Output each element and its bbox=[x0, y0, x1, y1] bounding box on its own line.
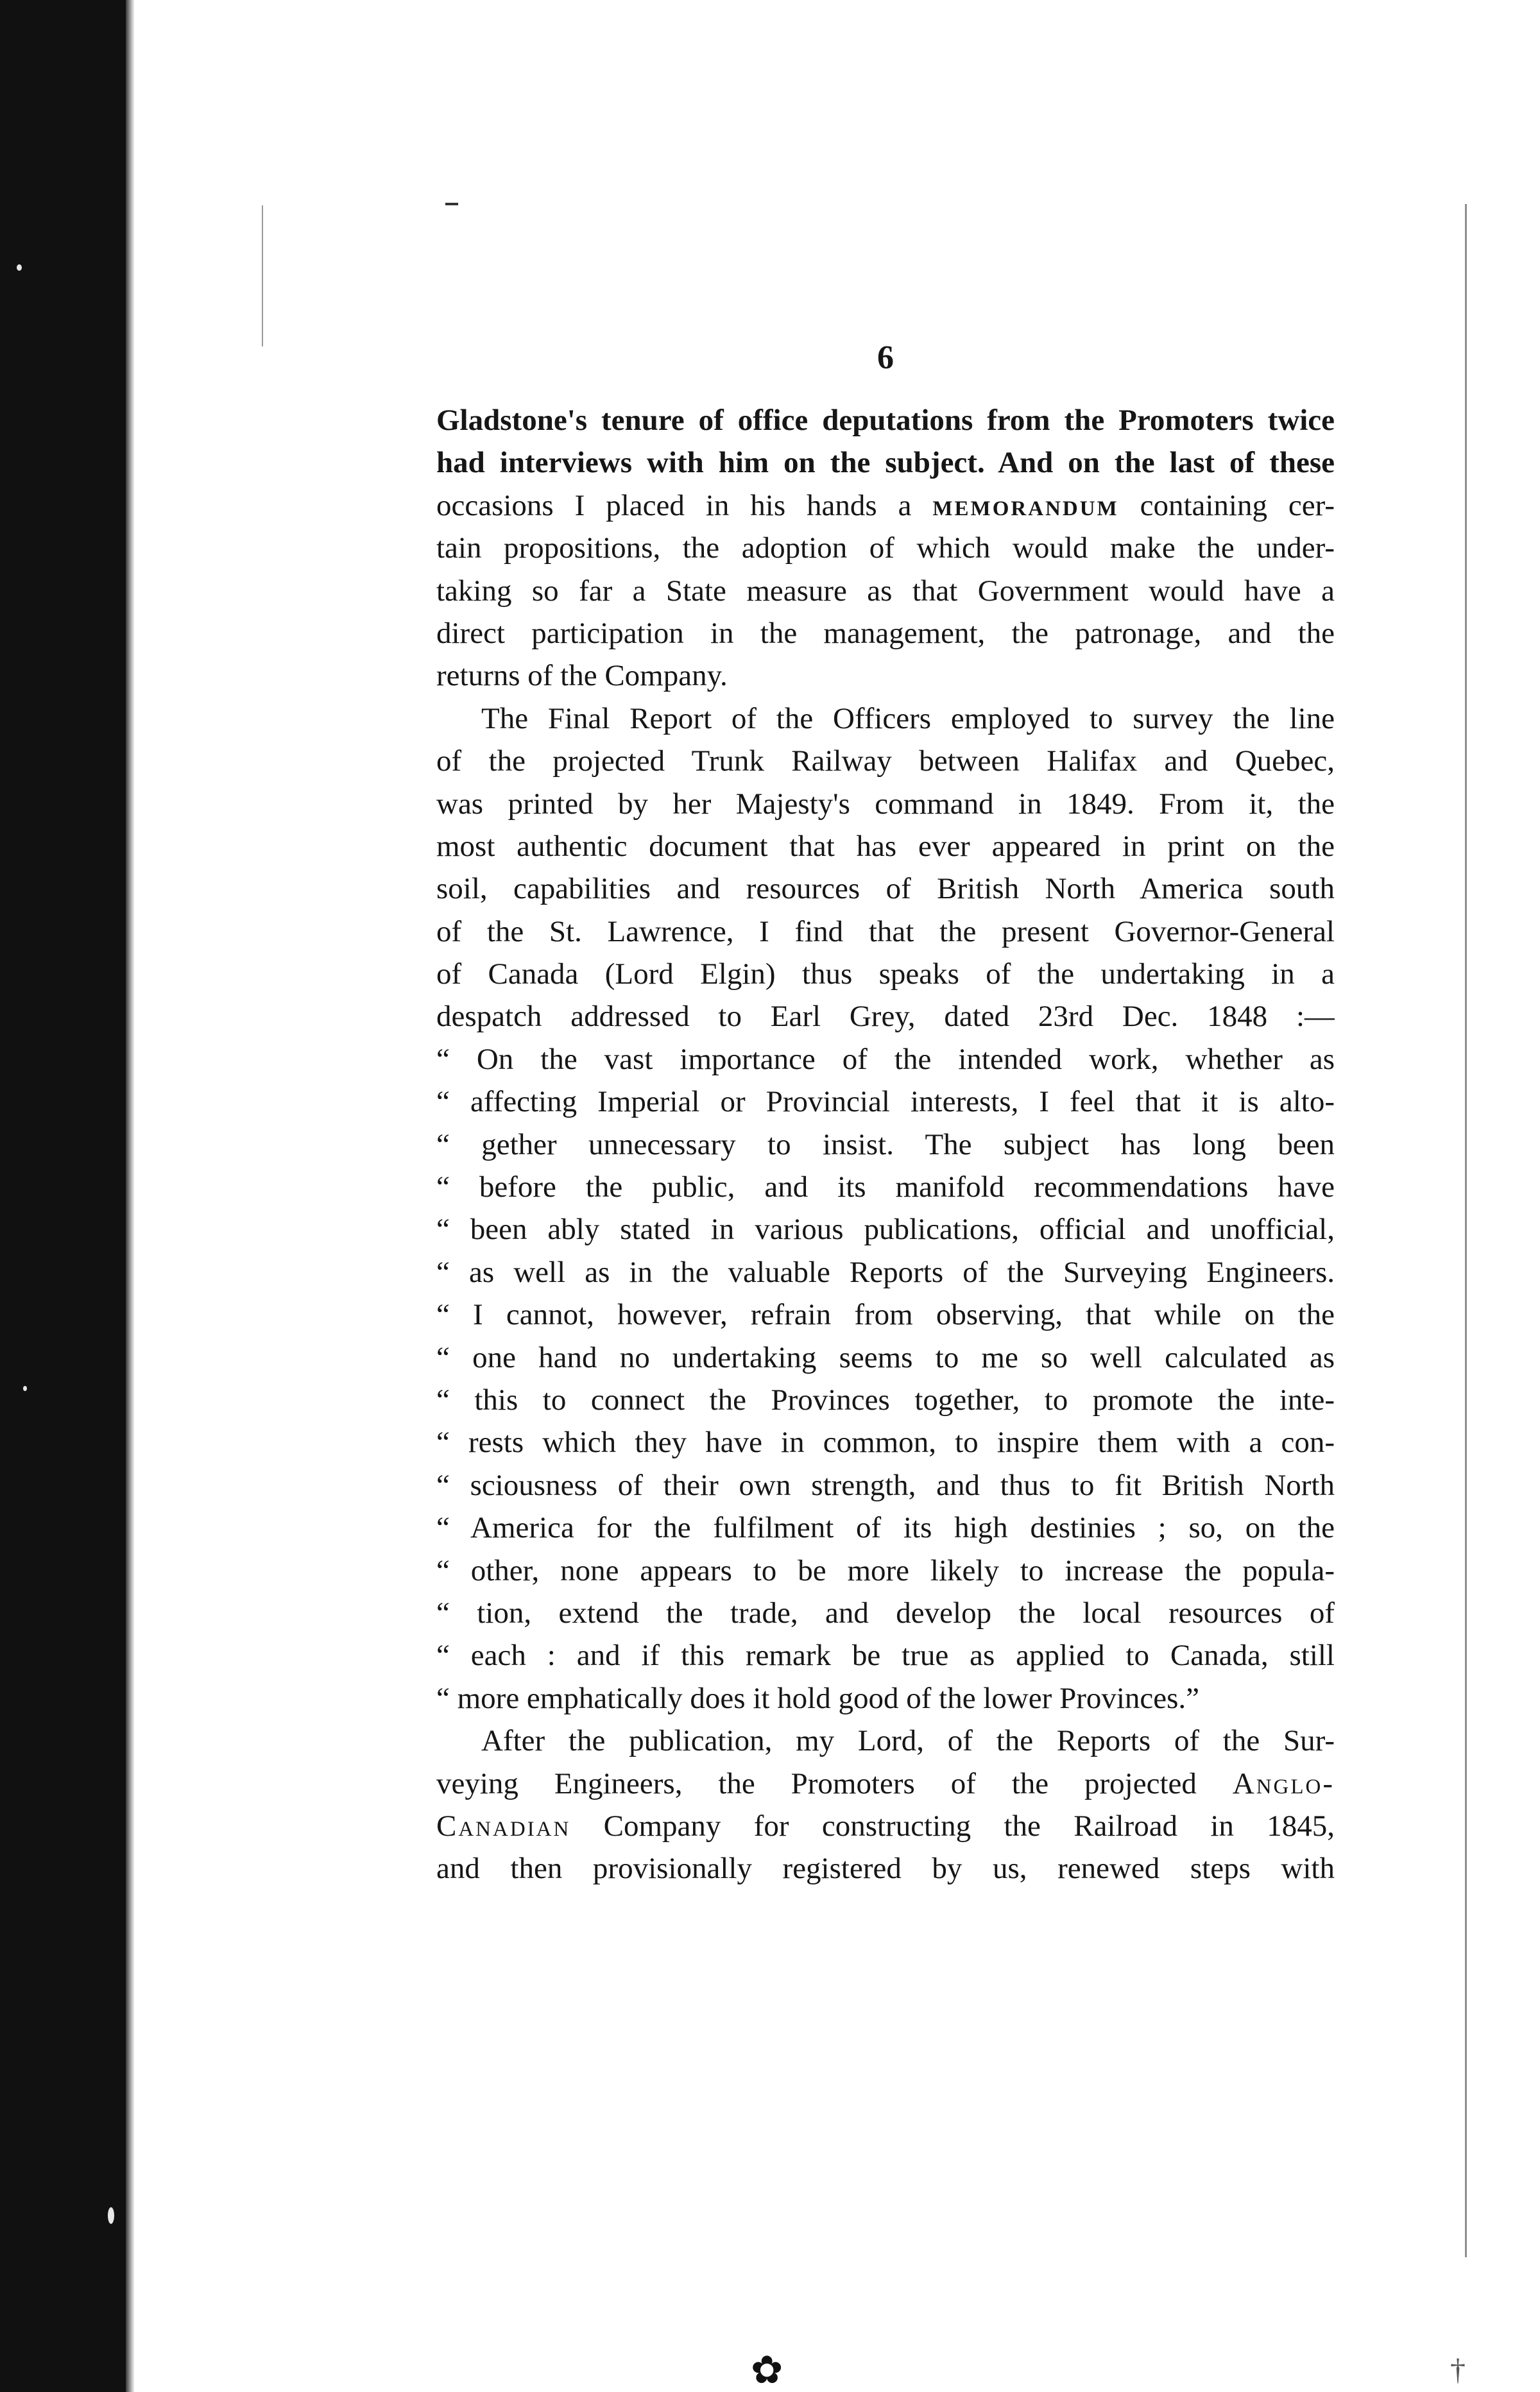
quote-line: “ as well as in the valuable Reports of the Surveying Engineers. bbox=[436, 1255, 1335, 1289]
quote-line: “ other, none appears to be more likely to increase the popula- bbox=[436, 1553, 1335, 1587]
scan-artifact-icon: ✿ bbox=[751, 2349, 783, 2391]
quote-line: “ affecting Imperial or Provincial interests, I feel that it is alto- bbox=[436, 1085, 1335, 1119]
page-edge-left bbox=[262, 205, 263, 346]
scan-artifact-icon: † bbox=[1450, 2353, 1466, 2387]
scan-margin-edge bbox=[126, 0, 135, 2392]
text-line: returns of the Company. bbox=[436, 659, 728, 693]
quote-line: “ rests which they have in common, to inspire them with a con- bbox=[436, 1426, 1335, 1460]
text-line: was printed by her Majesty's command in 1849. From it, the bbox=[436, 787, 1335, 821]
text-line: most authentic document that has ever appeared in print on the bbox=[436, 829, 1335, 863]
text-line: occasions I placed in his hands a memorandum containing cer- bbox=[436, 488, 1335, 522]
text-line: of the projected Trunk Railway between Halifax and Quebec, bbox=[436, 744, 1335, 778]
quote-line: “ before the public, and its manifold recommendations have bbox=[436, 1170, 1335, 1204]
quote-line: “ On the vast importance of the intended work, whether as bbox=[436, 1042, 1335, 1076]
scan-speck bbox=[17, 264, 22, 271]
text-line: taking so far a State measure as that Government would have a bbox=[436, 574, 1335, 608]
text-line: The Final Report of the Officers employed to survey the line bbox=[481, 701, 1335, 735]
text-line: veying Engineers, the Promoters of the projected Anglo- bbox=[436, 1766, 1335, 1800]
text-line: despatch addressed to Earl Grey, dated 23rd Dec. 1848 :— bbox=[436, 1000, 1335, 1034]
quote-line: “ more emphatically does it hold good of the lower Provinces.” bbox=[436, 1681, 1200, 1715]
text-line: soil, capabilities and resources of British North America south bbox=[436, 872, 1335, 906]
text-line: direct participation in the management, the patronage, and the bbox=[436, 616, 1335, 650]
quote-line: “ gether unnecessary to insist. The subject has long been bbox=[436, 1127, 1335, 1161]
scan-speck bbox=[108, 2207, 114, 2224]
text-line: of Canada (Lord Elgin) thus speaks of the undertaking in a bbox=[436, 957, 1335, 991]
text-line: After the publication, my Lord, of the Reports of the Sur- bbox=[481, 1724, 1335, 1758]
body-text bbox=[436, 399, 1335, 1890]
scan-margin bbox=[0, 0, 126, 2392]
memorandum-term: memorandum bbox=[932, 488, 1119, 522]
text-line: of the St. Lawrence, I find that the present Governor-General bbox=[436, 914, 1335, 948]
quote-line: “ sciousness of their own strength, and thus to fit British North bbox=[436, 1468, 1335, 1502]
page-number: 6 bbox=[877, 339, 894, 376]
text-line: had interviews with him on the subject. And on the last of these bbox=[436, 446, 1335, 480]
page-edge-right bbox=[1465, 204, 1467, 2257]
quote-line: “ each : and if this remark be true as applied to Canada, still bbox=[436, 1639, 1335, 1673]
quote-line: “ tion, extend the trade, and develop the local resources of bbox=[436, 1596, 1335, 1630]
quote-line: “ this to connect the Provinces together, to promote the inte- bbox=[436, 1383, 1335, 1417]
text-line: Gladstone's tenure of office deputations from the Promoters twice bbox=[436, 404, 1335, 437]
print-mark bbox=[445, 203, 458, 205]
quote-line: “ I cannot, however, refrain from observing, that while on the bbox=[436, 1298, 1335, 1332]
scan-speck bbox=[23, 1386, 27, 1391]
text-line: and then provisionally registered by us, renewed steps with bbox=[436, 1852, 1335, 1886]
quote-line: “ been ably stated in various publications, official and unofficial, bbox=[436, 1213, 1335, 1247]
company-name: Canadian bbox=[436, 1809, 571, 1843]
quote-line: “ one hand no undertaking seems to me so well calculated as bbox=[436, 1340, 1335, 1374]
text-line: tain propositions, the adoption of which would make the under- bbox=[436, 531, 1335, 565]
quote-line: “ America for the fulfilment of its high destinies ; so, on the bbox=[436, 1511, 1335, 1545]
text-line: Canadian Company for constructing the Railroad in 1845, bbox=[436, 1809, 1335, 1843]
company-name: Anglo- bbox=[1232, 1766, 1335, 1800]
